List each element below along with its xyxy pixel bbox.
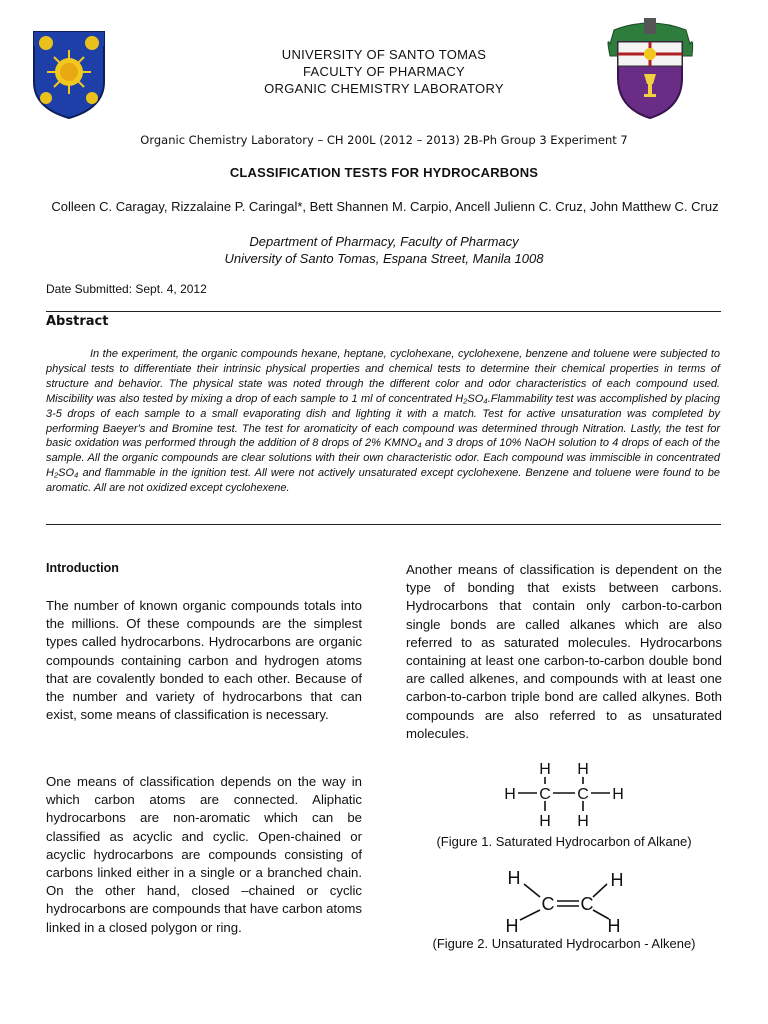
atom-h-top-right: H — [577, 761, 589, 778]
divider-top — [46, 311, 721, 312]
university-name: UNIVERSITY OF SANTO TOMAS — [281, 47, 487, 62]
figure-2-ethene-structure — [500, 864, 632, 936]
atom-h-bottom-left: H — [539, 813, 551, 830]
paper-title: CLASSIFICATION TESTS FOR HYDROCARBONS — [229, 165, 539, 180]
figure-1-ethane-structure — [500, 756, 632, 830]
atom-h-upper-right: H — [610, 870, 624, 890]
date-submitted: Date Submitted: Sept. 4, 2012 — [46, 282, 207, 296]
lab-name: ORGANIC CHEMISTRY LABORATORY — [264, 81, 504, 96]
atom-h-lower-right: H — [607, 916, 621, 936]
atom-h-top-left: H — [539, 761, 551, 778]
author-list: Colleen C. Caragay, Rizzalaine P. Caringal*, Bett Shannen M. Carpio, Ancell Julienn C. Cruz, John Matthew C. Cruz — [51, 199, 719, 214]
intro-paragraph-1: The number of known organic compounds totals into the millions. Of these compounds are the simplest types called hydrocarbons. Hydrocarbons are organic compounds containing carbon and hydrogen atoms that are covalently bonded to each other. Because of the number and variety of hydrocarbons that can exist, some means of classification is necessary. — [46, 598, 362, 723]
course-line: Organic Chemistry Laboratory – CH 200L (2012 – 2013) 2B-Ph Group 3 Experiment 7 — [140, 133, 628, 147]
abstract-text — [46, 347, 720, 496]
atom-h-lower-left: H — [505, 916, 519, 936]
atom-h-right: H — [612, 786, 624, 803]
atom-c-left: C — [541, 894, 555, 914]
atom-h-upper-left: H — [507, 868, 521, 888]
faculty-name: FACULTY OF PHARMACY — [303, 64, 465, 79]
introduction-heading: Introduction — [46, 561, 119, 575]
address: University of Santo Tomas, Espana Street, Manila 1008 — [224, 251, 544, 266]
intro-paragraph-2: One means of classification depends on the way in which carbon atoms are connected. Aliphatic hydrocarbons are non-aromatic which can be classified as acyclic and cyclic. Open-chained or acyclic hydrocarbons are compounds consisting of carbons linked either in a single or a branched chain. On the other hand, closed –chained or cyclic hydrocarbons are compounds that have carbon atoms linked in a closed polygon or ring. — [46, 774, 362, 935]
abstract-heading: Abstract — [46, 314, 109, 329]
figure-2-caption: (Figure 2. Unsaturated Hydrocarbon - Alkene) — [432, 936, 696, 951]
atom-h-bottom-right: H — [577, 813, 589, 830]
affiliation — [0, 233, 768, 267]
atom-h-left: H — [504, 786, 516, 803]
header-block — [0, 46, 768, 97]
atom-c-1: C — [539, 786, 551, 803]
divider-bottom — [46, 524, 721, 525]
abstract-body: In the experiment, the organic compounds hexane, heptane, cyclohexane, cyclohexene, benzene and toluene were subjected to physical tests to differentiate their intrinsic physical properties and chemical tests to determine their chemical properties in terms of structure and behavior. The physical state was noted through the different color and odor characteristics of each compound used. Miscibility was also tested by mixing a drop of each sample to 1 ml of concentrated H₂SO₄.Flammability test was accomplished by placing 3-5 drops of each sample to a small evaporating dish and lighting it with a match. Test for active unsaturation was completed by performing Baeyer's and Bromine test. The test for aromaticity of each compound was determined through Nitration. Lastly, the test for basic oxidation was performed through the addition of 8 drops of 2% KMNO₄ and 3 drops of 10% NaOH solution to 4 drops of each of the sample. All the organic compounds are clear solutions with their own characteristic odor. Each compound was immiscible in concentrated H₂SO₄ and flammable in the ignition test. All were not actively unsaturated except cyclohexene. Benzene and toluene were found to be aromatic. All are not oxidized except cyclohexene. — [46, 348, 720, 495]
department: Department of Pharmacy, Faculty of Pharmacy — [249, 234, 519, 249]
intro-paragraph-3: Another means of classification is dependent on the type of bonding that exists between carbons. Hydrocarbons that contain only carbon-to-carbon single bonds are called alkanes which are also referred to as saturated molecules. Hydrocarbons containing at least one carbon-to-carbon double bond are called alkenes, and compounds with at least one carbon-to-carbon triple bond are called alkynes. Both compounds are also referred to as unsaturated molecules. — [406, 562, 722, 741]
atom-c-right: C — [580, 894, 594, 914]
figure-1-caption: (Figure 1. Saturated Hydrocarbon of Alkane) — [436, 834, 692, 849]
atom-c-2: C — [577, 786, 589, 803]
